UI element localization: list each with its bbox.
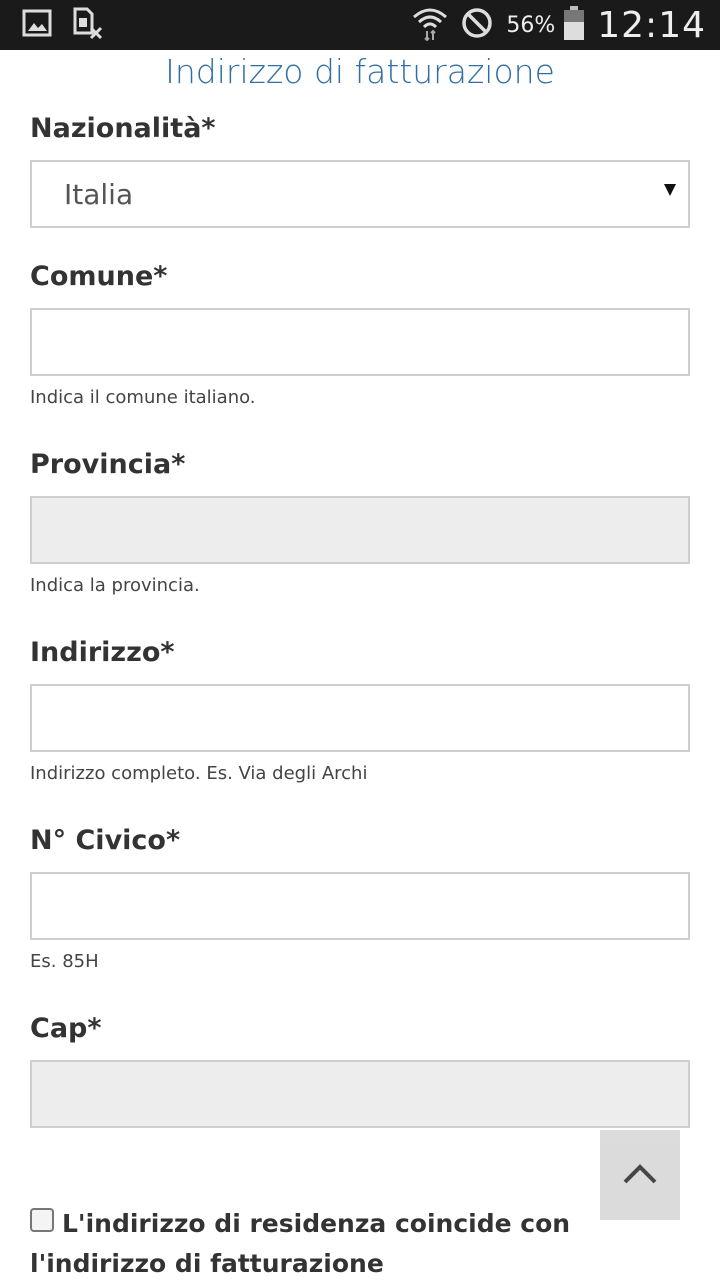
battery-icon	[563, 6, 585, 45]
battery-percent: 56%	[506, 12, 556, 38]
comune-label: Comune*	[30, 261, 168, 292]
nazionalita-select[interactable]	[30, 160, 690, 228]
same-address-label[interactable]: L'indirizzo di residenza coincide con l'indirizzo di fatturazione	[30, 1209, 571, 1278]
comune-help: Indica il comune italiano.	[30, 387, 256, 408]
scroll-to-top-button[interactable]	[600, 1130, 680, 1220]
civico-label: N° Civico*	[30, 825, 181, 856]
comune-input[interactable]	[30, 308, 690, 376]
provincia-label: Provincia*	[30, 449, 186, 480]
nazionalita-selected-value: Italia	[64, 178, 134, 211]
clock: 12:14	[597, 4, 706, 46]
chevron-up-icon	[600, 1130, 680, 1220]
wifi-icon	[412, 5, 448, 46]
same-address-checkbox[interactable]	[30, 1208, 54, 1232]
civico-help: Es. 85H	[30, 951, 99, 972]
cap-label: Cap*	[30, 1013, 102, 1044]
dropdown-arrow-icon	[664, 184, 676, 196]
provincia-help: Indica la provincia.	[30, 575, 200, 596]
gallery-icon	[22, 8, 52, 43]
cap-input[interactable]	[30, 1060, 690, 1128]
provincia-input[interactable]	[30, 496, 690, 564]
page-title: Indirizzo di fatturazione	[165, 52, 555, 91]
indirizzo-input[interactable]	[30, 684, 690, 752]
civico-input[interactable]	[30, 872, 690, 940]
nazionalita-label: Nazionalità*	[30, 113, 216, 144]
sim-error-icon	[70, 6, 104, 45]
indirizzo-label: Indirizzo*	[30, 637, 175, 668]
do-not-disturb-icon	[460, 6, 494, 45]
indirizzo-help: Indirizzo completo. Es. Via degli Archi	[30, 763, 368, 784]
status-bar	[0, 0, 720, 50]
